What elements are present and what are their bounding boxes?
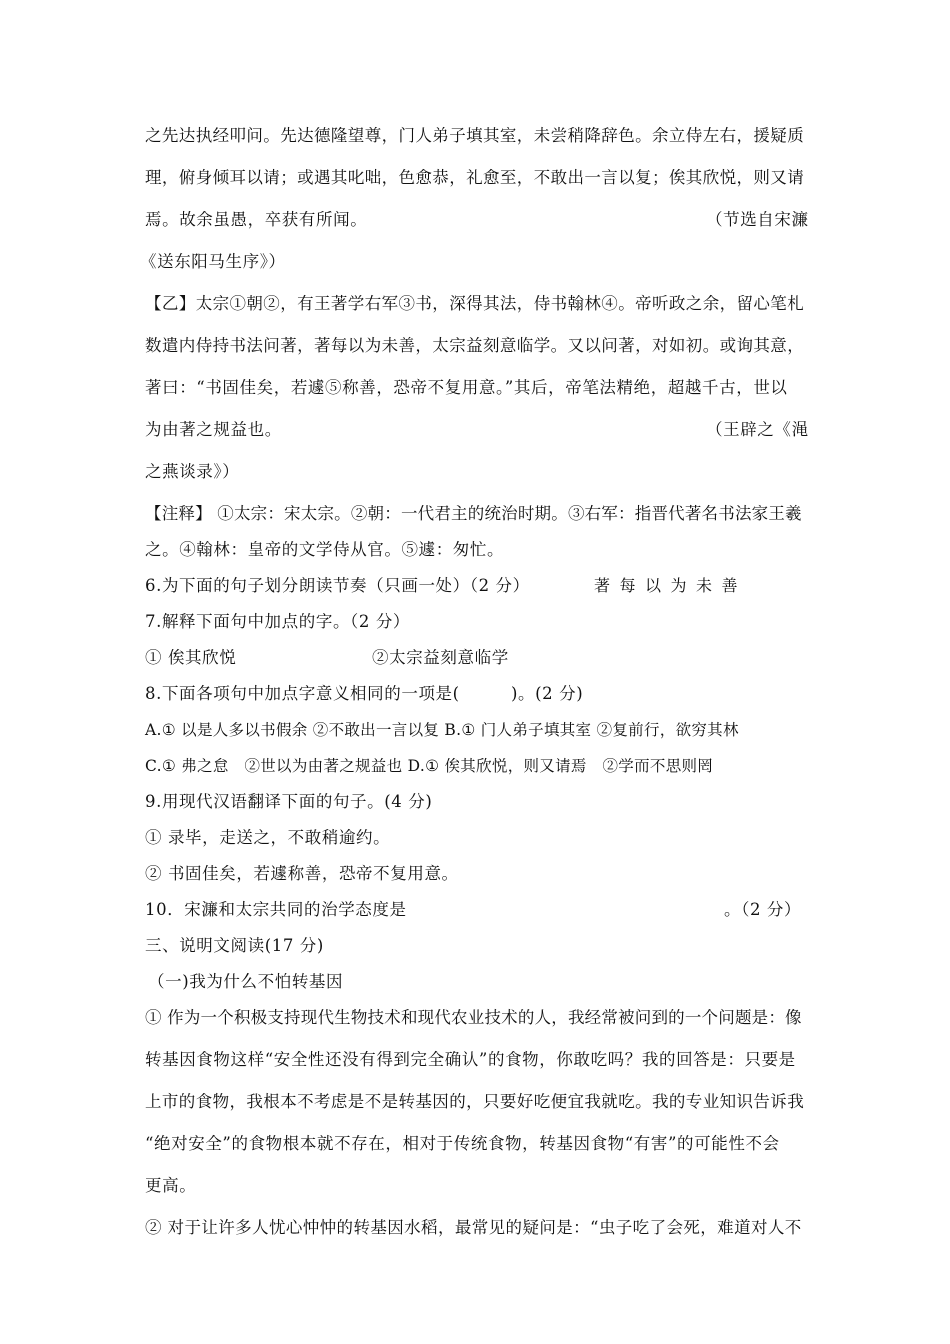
para-1-line-5: 更高。 (145, 1176, 197, 1195)
jia-line-1: 之先达执经叩问。先达德隆望尊，门人弟子填其室，未尝稍降辞色。余立侍左右，援疑质 (145, 126, 805, 145)
yi-line-1: 【乙】太宗①朝②，有王著学右军③书，深得其法，侍书翰林④。帝听政之余，留心笔札 (145, 294, 805, 313)
question-6-sentence (594, 574, 747, 598)
jia-line-2: 理，俯身倾耳以请；或遇其叱咄，色愈恭，礼愈至，不敢出一言以复；俟其欣悦，则又请 (145, 168, 805, 187)
para-1-line-1: ① 作为一个积极支持现代生物技术和现代农业技术的人，我经常被问到的一个问题是：像 (145, 1008, 802, 1027)
yi-source-start: （王辟之《渑 (706, 420, 809, 439)
jia-source-start: （节选自宋濂 (706, 210, 809, 229)
para-2-line-1: ② 对于让许多人忧心忡忡的转基因水稻，最常见的疑问是：“虫子吃了会死，难道对人不 (145, 1218, 802, 1237)
question-10: 10．宋濂和太宗共同的治学态度是 (145, 900, 407, 919)
question-8-options-ab: A.① 以是人多以书假余 ②不敢出一言以复 B.① 门人弟子填其室 ②复前行，欲穷其林 (145, 721, 739, 739)
question-7-item-a: ① 俟其欣悦 (145, 648, 237, 667)
question-9-item-a: ① 录毕，走送之，不敢稍逾约。 (145, 828, 391, 847)
yi-line-3: 著曰：“书固佳矣，若遽⑤称善，恐帝不复用意。”其后，帝笔法精绝，超越千古，世以 (145, 378, 788, 397)
q6-char: 以 (645, 576, 662, 595)
jia-line-3: 焉。故余虽愚，卒获有所闻。 (145, 210, 368, 229)
yi-line-4: 为由著之规益也。 (145, 420, 282, 439)
notes-line-2: 之。④翰林：皇帝的文学侍从官。⑤遽：匆忙。 (145, 540, 505, 559)
para-1-line-4: “绝对安全”的食物根本就不存在，相对于传统食物，转基因食物“有害”的可能性不会 (145, 1134, 780, 1153)
q6-char: 著 (594, 576, 611, 595)
yi-source-end: 之燕谈录》） (145, 462, 240, 481)
q6-char: 为 (670, 576, 687, 595)
para-1-line-3: 上市的食物，我根本不考虑是不是转基因的，只要好吃便宜我就吃。我的专业知识告诉我 (145, 1092, 805, 1111)
notes-line-1: 【注释】 ①太宗：宋太宗。②朝：一代君主的统治时期。③右军：指晋代著名书法家王羲 (145, 504, 802, 523)
jia-source-end: 《送东阳马生序》） (140, 252, 286, 271)
question-6: 6.为下面的句子划分朗读节奏（只画一处）（2 分） (145, 576, 530, 595)
question-7-item-b: ②太宗益刻意临学 (372, 648, 509, 667)
q6-char: 每 (619, 576, 636, 595)
q6-char: 善 (721, 576, 738, 595)
q6-char: 未 (696, 576, 713, 595)
question-9-item-b: ② 书固佳矣，若遽称善，恐帝不复用意。 (145, 864, 459, 883)
yi-line-2: 数遣内侍持书法问著，著每以为未善，太宗益刻意临学。又以问著，对如初。或询其意， (145, 336, 805, 355)
question-8-options-cd: C.① 弗之怠 ②世以为由著之规益也 D.① 俟其欣悦，则又请焉 ②学而不思则罔 (145, 757, 714, 775)
para-1-line-2: 转基因食物这样“安全性还没有得到完全确认”的食物，你敢吃吗？我的回答是：只要是 (145, 1050, 796, 1069)
section-3-subheading: （一)我为什么不怕转基因 (148, 972, 344, 991)
question-10-end: 。（2 分） (724, 900, 802, 919)
question-9: 9.用现代汉语翻译下面的句子。(4 分) (145, 792, 433, 811)
question-8: 8.下面各项句中加点字意义相同的一项是( )。(2 分) (145, 684, 584, 703)
question-7: 7.解释下面句中加点的字。（2 分） (145, 612, 411, 631)
section-3-heading: 三、说明文阅读(17 分) (145, 936, 324, 955)
